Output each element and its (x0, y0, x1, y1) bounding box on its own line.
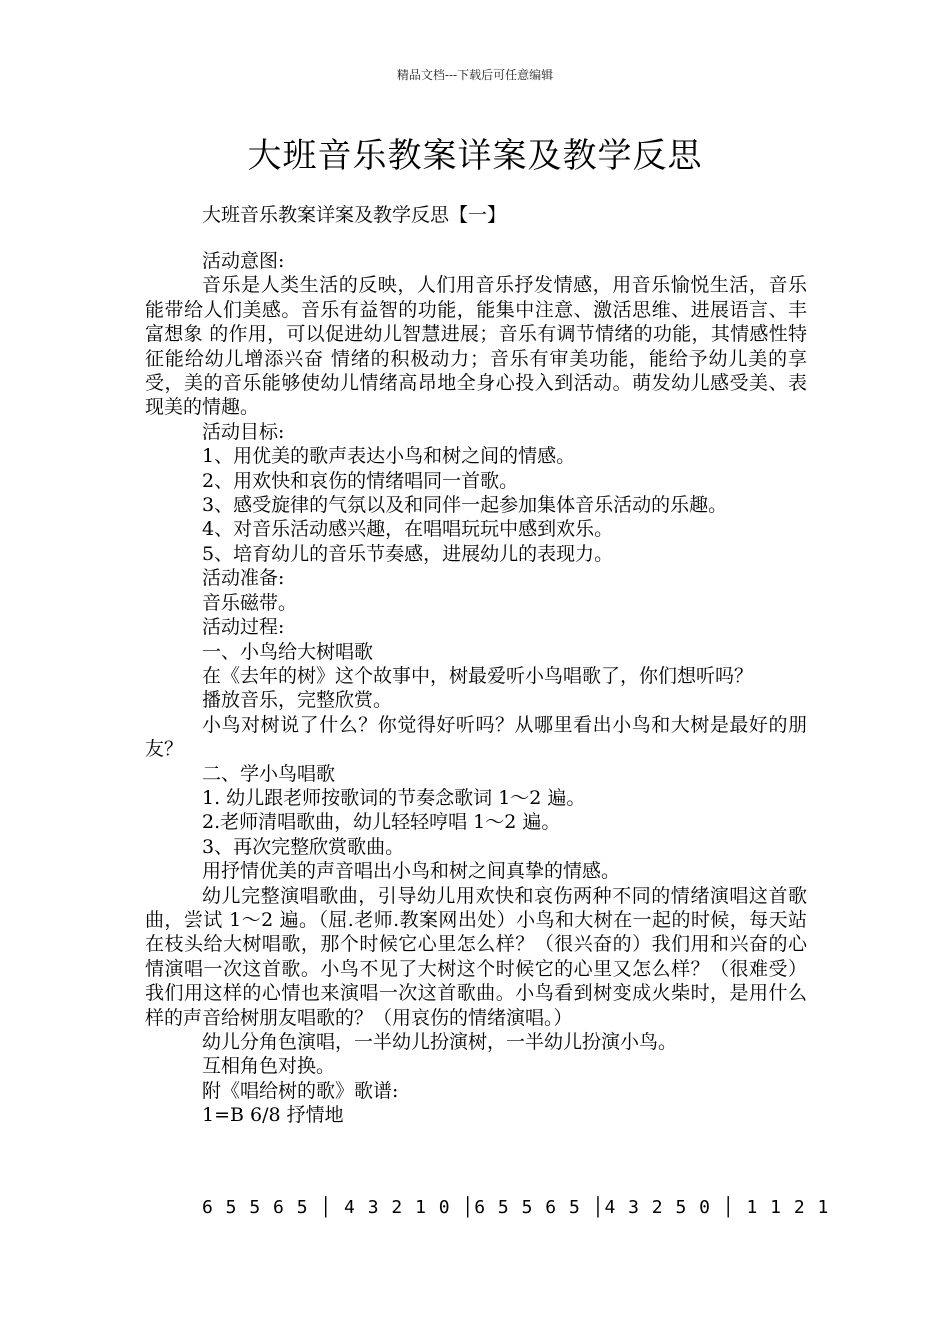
substep-2: 2.老师清唱歌曲，幼儿轻轻哼唱 1～2 遍。 (202, 811, 561, 834)
paragraph-roles: 幼儿分角色演唱，一半幼儿扮演树，一半幼儿扮演小鸟。 (202, 1031, 678, 1053)
paragraph-key-signature: 1=B 6/8 抒情地 (202, 1104, 344, 1127)
document-title: 大班音乐教案详案及教学反思 (247, 136, 703, 176)
goal-item-5: 5、培育幼儿的音乐节奏感，进展幼儿的表现力。 (202, 542, 614, 565)
music-score-line: 6 5 5 6 5 │ 4 3 2 1 0 │6 5 5 6 5 │4 3 2 5 0 │ 1 1 2 1 (202, 1197, 830, 1218)
header-note: 精品文档---下载后可任意编辑 (396, 68, 554, 82)
process-step-1-heading: 一、小鸟给大树唱歌 (202, 640, 374, 663)
paragraph-intent: 音乐是人类生活的反映，人们用音乐抒发情感，用音乐愉悦生活，音乐能带给人们美感。音乐有益智的功能，能集中注意、激活思维、进展语言、丰富想象 的作用，可以促进幼儿智慧进展；音乐有调节情绪的功能，其情感性特征能给幼儿增添兴奋 情绪的积极动力；音乐有审美功能，能给予幼儿美的享受，美的音乐能够使幼儿情绪高昂地全身心投入到活动。萌发幼儿感受美、表现美的情趣。 (145, 274, 807, 419)
paragraph-swap: 互相角色对换。 (202, 1055, 336, 1078)
paragraph-emotion: 用抒情优美的声音唱出小鸟和树之间真挚的情感。 (202, 860, 621, 883)
paragraph-story: 在《去年的树》这个故事中，树最爱听小鸟唱歌了，你们想听吗？ (202, 664, 754, 687)
goal-item-1: 1、用优美的歌声表达小鸟和树之间的情感。 (202, 445, 576, 468)
heading-activity-goals: 活动目标: (202, 420, 285, 443)
goal-item-4: 4、对音乐活动感兴趣，在唱唱玩玩中感到欢乐。 (202, 518, 614, 541)
substep-1: 1. 幼儿跟老师按歌词的节奏念歌词 1～2 遍。 (202, 786, 586, 809)
heading-activity-intent: 活动意图: (202, 250, 285, 272)
goal-item-3: 3、感受旋律的气氛以及和同伴一起参加集体音乐活动的乐趣。 (202, 494, 728, 517)
goal-item-2: 2、用欢快和哀伤的情绪唱同一首歌。 (202, 469, 519, 492)
heading-activity-prep: 活动准备: (202, 567, 285, 590)
prep-item: 音乐磁带。 (202, 591, 298, 614)
document-body (145, 249, 807, 1128)
paragraph-question: 小鸟对树说了什么？你觉得好听吗？从哪里看出小鸟和大树是最好的朋友？ (145, 713, 807, 761)
section-subtitle: 大班音乐教案详案及教学反思【一】 (202, 204, 507, 226)
paragraph-play-music: 播放音乐，完整欣赏。 (202, 689, 393, 712)
paragraph-full-singing: 幼儿完整演唱歌曲，引导幼儿用欢快和哀伤两种不同的情绪演唱这首歌曲，尝试 1～2 遍。（屈.老师.教案网出处）小鸟和大树在一起的时候，每天站在枝头给大树唱歌，那个时候它心里怎么样？（很兴奋的）我们用和兴奋的心情演唱一次这首歌。小鸟不见了大树这个时候它的心里又怎么样？（很难受）我们用这样的心情也来演唱一次这首歌曲。小鸟看到树变成火柴时，是用什么样的声音给树朋友唱歌的？（用哀伤的情绪演唱。） (145, 884, 807, 1029)
process-step-2-heading: 二、学小鸟唱歌 (202, 762, 336, 785)
heading-activity-process: 活动过程: (202, 616, 285, 639)
paragraph-score-title: 附《唱给树的歌》歌谱: (202, 1079, 399, 1102)
substep-3: 3、再次完整欣赏歌曲。 (202, 835, 405, 858)
